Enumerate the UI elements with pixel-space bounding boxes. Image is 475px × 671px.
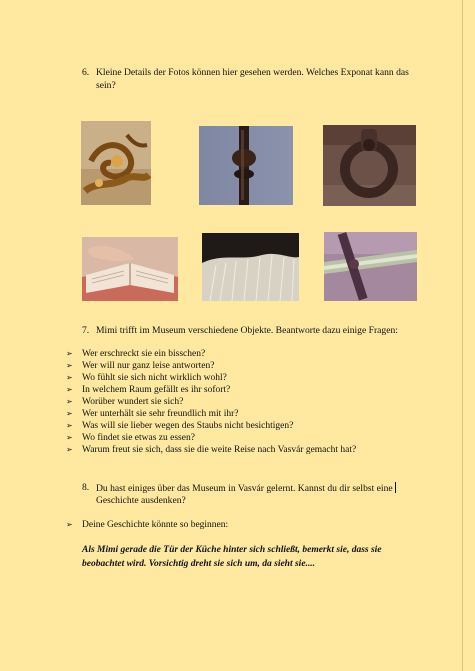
list-item: ➢ Wo findet sie etwas zu essen? [66,433,195,443]
question-text-line-1: Du hast einiges über das Museum in Vasvár gelernt. Kannst du dir selbst eine [96,482,396,496]
open-book-photo [82,237,178,301]
arrow-bullet-icon: ➢ [66,421,73,430]
arrow-bullet-icon: ➢ [66,373,73,382]
golden-ornament-photo [81,121,151,205]
question-number: 8. [82,482,90,493]
list-item: ➢ Worüber wundert sie sich? [66,397,184,407]
iron-rod-photo [199,126,293,205]
question-text-line-2: Geschichte ausdenken? [96,494,186,506]
arrow-bullet-icon: ➢ [66,361,73,370]
list-item: ➢ Wo fühlt sie sich nicht wirklich wohl? [66,373,227,383]
question-8 [82,482,442,508]
iron-ring-photo [323,125,416,206]
arrow-bullet-icon: ➢ [66,385,73,394]
question-number: 6. [82,67,90,78]
story-starter-text: Als Mimi gerade die Tür der Küche hinter sich schließt, bemerkt sie, dass sie beobachtet wird. Vorsichtig dreht sie sich um, da sieht sie.... [82,545,382,569]
list-item: ➢ Wer will nur ganz leise antworten? [66,361,215,371]
question-text-line-2: sein? [96,79,116,91]
list-item: ➢ In welchem Raum gefällt es ihr sofort? [66,385,231,395]
page-border [462,0,463,671]
arrow-bullet-icon: ➢ [66,349,73,358]
fur-photo [202,233,299,301]
list-item: ➢ Was will sie lieber wegen des Staubs nicht besichtigen? [66,421,294,431]
arrow-bullet-icon: ➢ [66,433,73,442]
arrow-bullet-icon: ➢ [66,397,73,406]
question-number: 7. [82,325,90,336]
question-text-line-1: Kleine Details der Fotos können hier gesehen werden. Welches Exponat kann das [96,67,409,78]
question-list [66,348,356,456]
arrow-bullet-icon: ➢ [66,409,73,418]
sword-photo [324,232,417,301]
question-text: Mimi trifft im Museum verschiedene Objekte. Beantworte dazu einige Fragen: [96,325,398,336]
question-6 [82,67,422,93]
arrow-bullet-icon: ➢ [66,520,73,529]
list-item: ➢ Wer erschreckt sie ein bisschen? [66,349,206,359]
list-item: ➢ Warum freut sie sich, dass sie die weite Reise nach Vasvár gemacht hat? [66,445,357,455]
question-7 [82,325,442,338]
list-item: ➢ Wer unterhält sie sehr freundlich mit ihr? [66,409,239,419]
arrow-bullet-icon: ➢ [66,445,73,454]
story-intro: ➢ Deine Geschichte könnte so beginnen: [66,520,229,530]
text-cursor [395,482,396,493]
